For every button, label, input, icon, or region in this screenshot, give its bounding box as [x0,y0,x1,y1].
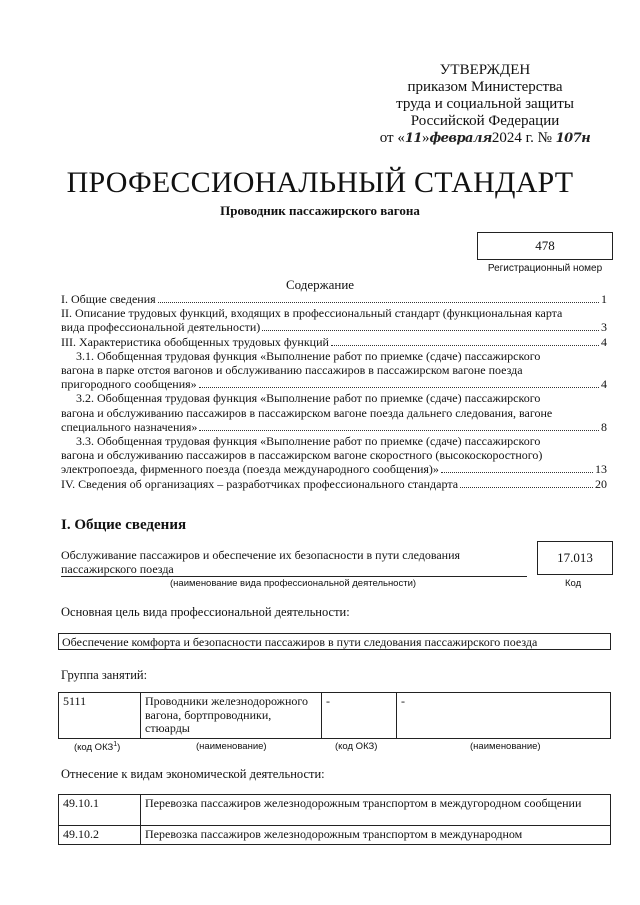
activity-code-box: 17.013 [537,541,613,575]
economic-activity-table [58,794,611,845]
approval-block [360,62,610,147]
document-subtitle: Проводник пассажирского вагона [220,203,420,218]
registration-number-label: Регистрационный номер [487,263,603,274]
toc-item[interactable]: 3.1. Обобщенная трудовая функция «Выполнение работ по приемке (сдаче) пассажирского вагона в парке отстоя вагонов и обслуживанию пассажиров в пассажирском вагоне поезда пригородного сообщения» 4 [61,348,607,392]
caption-name: (наименование) [196,741,267,752]
toc-item[interactable]: III. Характеристика обобщенных трудовых функций 4 [61,334,607,349]
handwritten-day: 11 [404,131,422,146]
economic-activity-label: Отнесение к видам экономической деятельности: [61,767,325,781]
table-cell: 49.10.1 [59,795,141,826]
approval-line: Российской Федерации [410,113,560,129]
goal-label: Основная цель вида профессиональной деятельности: [61,605,350,619]
approval-date: от «11»февраля2024 г. № 107н [379,130,591,146]
activity-kind-text: Обслуживание пассажиров и обеспечение их безопасности в пути следования пассажирского поезда [61,548,461,576]
handwritten-month: февраля [429,131,492,146]
table-row [59,693,611,739]
section-title: I. Общие сведения [61,517,187,533]
registration-number-box: 478 [477,232,613,260]
table-cell: - [397,693,611,739]
occupation-group-label: Группа занятий: [61,668,148,682]
toc-item[interactable]: II. Описание трудовых функций, входящих в профессиональный стандарт (функциональная карта вида профессиональной деятельности) 3 [61,306,607,335]
caption-okz-code: (код ОКЗ$^1$) [74,741,121,754]
toc-item[interactable]: IV. Сведения об организациях – разработчиках профессионального стандарта 20 [61,476,607,491]
toc-item[interactable]: 3.2. Обобщенная трудовая функция «Выполнение работ по приемке (сдаче) пассажирского вагона и обслуживанию пассажиров в пассажирском вагоне поезда дальнего следования, вагоне специального назначения» 8 [61,391,607,434]
table-cell: 49.10.2 [59,826,141,845]
toc-item[interactable]: 3.3. Обобщенная трудовая функция «Выполнение работ по приемке (сдаче) пассажирского вагона и обслуживанию пассажиров в пассажирском вагоне скоростного (высокоскоростного) электропоезда, фирменного поезда (поезда международного сообщения)» 13 [61,434,607,477]
caption-okz-code: (код ОКЗ) [335,741,378,752]
caption-name: (наименование) [470,741,541,752]
approval-line: труда и социальной защиты [396,96,574,112]
table-cell: Проводники железнодорожного вагона, бортпроводники, стюарды [141,693,322,739]
occupation-table [58,692,611,739]
approval-heading: УТВЕРЖДЕН [439,62,531,78]
activity-code-caption: Код [565,578,582,589]
goal-box: Обеспечение комфорта и безопасности пассажиров в пути следования пассажирского поезда [58,633,611,650]
table-cell: 5111 [59,693,141,739]
handwritten-order-number: 107н [555,131,591,146]
divider [61,576,527,577]
table-cell: - [322,693,397,739]
table-row [59,795,611,826]
table-of-contents [61,292,607,491]
approval-line: приказом Министерства [407,79,563,95]
document-title: ПРОФЕССИОНАЛЬНЫЙ СТАНДАРТ [66,166,574,199]
table-row [59,826,611,845]
toc-heading: Содержание [285,277,355,292]
table-cell: Перевозка пассажиров железнодорожным транспортом в международном [141,826,611,845]
table-cell: Перевозка пассажиров железнодорожным транспортом в междугородном сообщении [141,795,611,826]
toc-item[interactable]: I. Общие сведения 1 [61,292,607,306]
activity-kind-caption: (наименование вида профессиональной деятельности) [170,578,417,589]
